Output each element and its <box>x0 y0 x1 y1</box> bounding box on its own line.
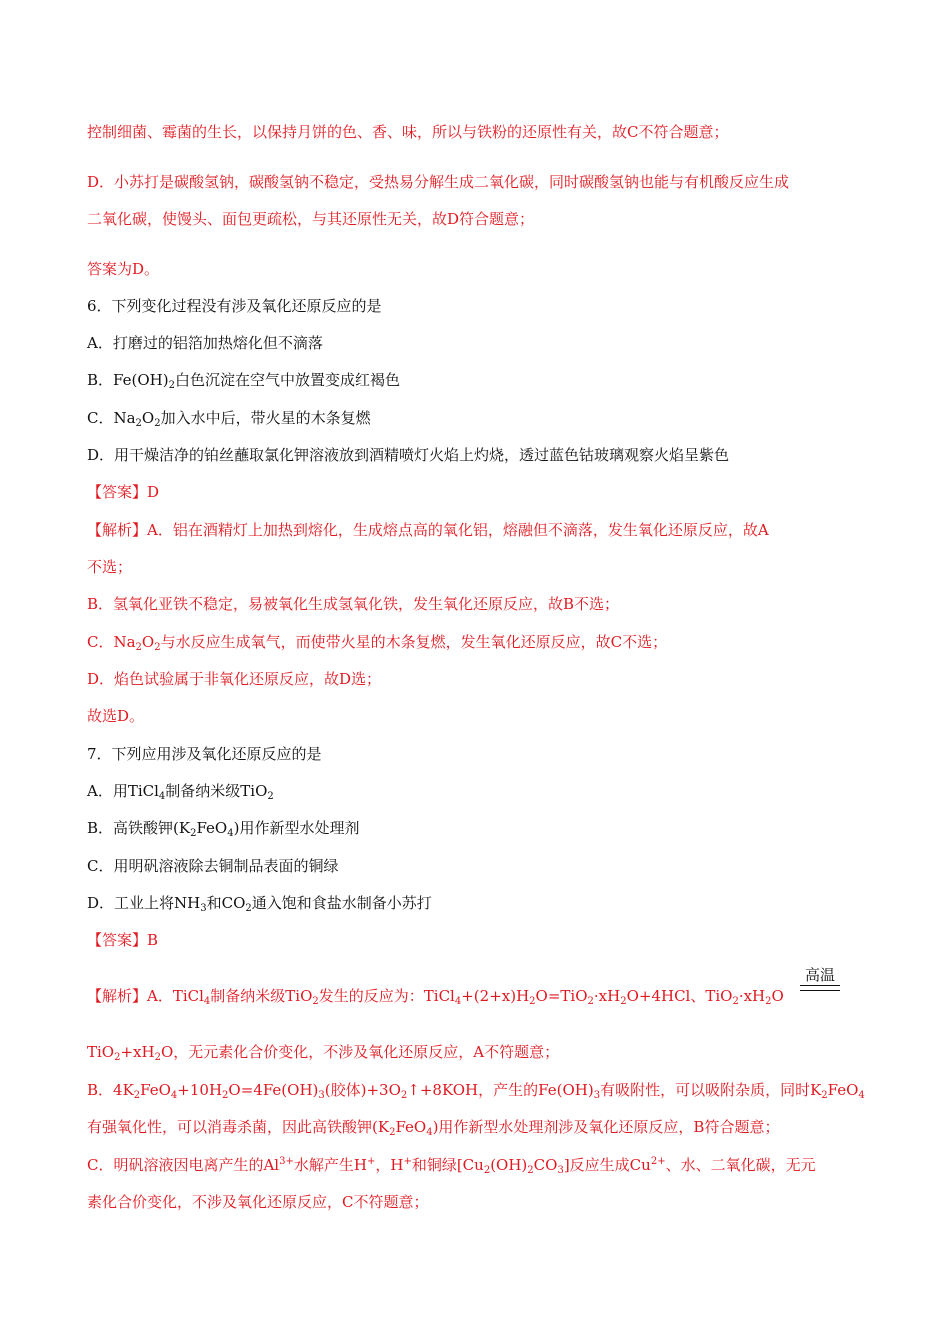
q7-option-d <box>87 893 432 913</box>
text-span: B．高铁酸钾(K <box>87 819 191 837</box>
text-line: D．焰色试验属于非氧化还原反应，故D选； <box>87 670 382 688</box>
q7-option-b <box>87 818 359 838</box>
superscript: 2+ <box>650 1156 666 1167</box>
text-span: 与水反应生成氧气，而使带火星的木条复燃，发生氧化还原反应，故C不选； <box>160 633 668 651</box>
subscript: 3 <box>593 1090 601 1101</box>
text-line: 答案为D。 <box>87 260 160 278</box>
double-arrow-bar <box>800 985 840 991</box>
text-span: ，H <box>375 1156 404 1174</box>
subscript: 2 <box>154 418 161 429</box>
subscript: 2 <box>267 791 274 802</box>
answer-6: 【答案】D <box>87 483 160 501</box>
text-span: (胶体)+3O <box>324 1081 401 1099</box>
text-span: 白色沉淀在空气中放置变成红褐色 <box>174 371 400 389</box>
explanation-6: 【解析】A．铝在酒精灯上加热到熔化，生成熔点高的氧化铝，熔融但不滴落，发生氧化还原反应，故A <box>87 521 769 539</box>
answer-7: 【答案】B <box>87 931 159 949</box>
text-line: 故选D。 <box>87 707 145 725</box>
subscript: 2 <box>732 996 739 1007</box>
text-span: C．Na <box>87 633 136 651</box>
subscript: 2 <box>529 996 536 1007</box>
subscript: 2 <box>135 418 142 429</box>
text-line: D．小苏打是碳酸氢钠，碳酸氢钠不稳定，受热易分解生成二氧化碳，同时碳酸氢钠也能与有机酸反应生成 <box>87 173 790 191</box>
subscript: 4 <box>858 1090 865 1101</box>
text-span: 水解产生H <box>293 1156 367 1174</box>
condition-label: 高温 <box>804 966 835 984</box>
text-span: ↑+8KOH，产生的Fe(OH) <box>407 1081 594 1099</box>
superscript: 3+ <box>279 1156 294 1167</box>
text-span: B．Fe(OH) <box>87 371 169 389</box>
subscript: 3 <box>200 903 207 914</box>
text-span: 有吸附性，可以吸附杂质，同时K <box>600 1081 822 1099</box>
text-span: C．Na <box>87 409 136 427</box>
text-line: 二氧化碳，使馒头、面包更疏松，与其还原性无关，故D符合题意； <box>87 210 535 228</box>
q7-option-a <box>87 781 274 801</box>
text-span: +xH <box>120 1043 155 1061</box>
subscript: 2 <box>821 1090 828 1101</box>
text-span: 制备纳米级TiO <box>210 987 313 1005</box>
text-line: B．氢氧化亚铁不稳定，易被氧化生成氢氧化铁，发生氧化还原反应，故B不选； <box>87 595 620 613</box>
question-7: 7．下列应用涉及氧化还原反应的是 <box>87 745 322 763</box>
text-span: 发生的反应为：TiCl <box>318 987 455 1005</box>
subscript: 4 <box>203 996 211 1007</box>
question-6: 6．下列变化过程没有涉及氧化还原反应的是 <box>87 297 382 315</box>
explanation-7 <box>87 986 784 1006</box>
text-span: ·xH <box>738 987 766 1005</box>
text-span: 制备纳米级TiO <box>165 782 268 800</box>
subscript: 2 <box>400 1090 408 1101</box>
text-span: O <box>771 987 784 1005</box>
subscript: 2 <box>222 1090 229 1101</box>
text-span: FeO <box>827 1081 859 1099</box>
text-span: +(2+x)H <box>461 987 530 1005</box>
superscript: + <box>403 1156 412 1167</box>
text-span: 通入饱和食盐水制备小苏打 <box>251 894 432 912</box>
text-line: 控制细菌、霉菌的生长，以保持月饼的色、香、味，所以与铁粉的还原性有关，故C不符合题意； <box>87 123 729 141</box>
subscript: 2 <box>135 642 142 653</box>
text-span: O，无元素化合价变化，不涉及氧化还原反应，A不符题意； <box>160 1043 560 1061</box>
text-span: FeO <box>196 819 228 837</box>
text-span: O=TiO <box>535 987 588 1005</box>
subscript: 2 <box>154 642 161 653</box>
text-span: FeO <box>395 1118 427 1136</box>
q6-option-b <box>87 370 400 390</box>
text-span: C．明矾溶液因电离产生的Al <box>87 1156 280 1174</box>
text-span: (OH) <box>490 1156 528 1174</box>
subscript: 2 <box>190 828 197 839</box>
text-span: CO <box>533 1156 558 1174</box>
text-line <box>87 1117 779 1137</box>
subscript: 3 <box>557 1165 564 1176</box>
text-span: A．用TiCl <box>87 782 159 800</box>
q7-option-c: C．用明矾溶液除去铜制品表面的铜绿 <box>87 857 339 875</box>
subscript: 2 <box>133 1090 141 1101</box>
subscript: 4 <box>158 791 166 802</box>
reaction-condition <box>800 966 840 991</box>
text-span: D．工业上将NH <box>87 894 201 912</box>
q6-option-a: A．打磨过的铝箔加热熔化但不滴落 <box>87 334 323 352</box>
subscript: 2 <box>765 996 772 1007</box>
text-span: 【解析】A．TiCl <box>87 987 204 1005</box>
subscript: 4 <box>170 1090 178 1101</box>
text-span: )用作新型水处理剂涉及氧化还原反应，B符合题意； <box>432 1118 780 1136</box>
subscript: 2 <box>620 996 627 1007</box>
text-span: ·xH <box>593 987 621 1005</box>
text-line <box>87 1042 559 1062</box>
subscript: 2 <box>114 1052 121 1063</box>
text-span: 和CO <box>206 894 246 912</box>
text-line <box>87 1155 816 1175</box>
text-line: C．$Na_2O_2$与水反应生成氧气，而使带火星的木条复燃，发生氧化还原反应，故C不选； <box>87 633 668 653</box>
text-span: O+4HCl、TiO <box>626 987 733 1005</box>
text-span: 加入水中后，带火星的木条复燃 <box>160 409 371 427</box>
subscript: 2 <box>389 1127 396 1138</box>
subscript: 4 <box>454 996 462 1007</box>
text-line <box>87 1080 865 1100</box>
text-span: ]反应生成Cu <box>563 1156 651 1174</box>
text-span: TiO <box>87 1043 115 1061</box>
subscript: 2 <box>587 996 594 1007</box>
subscript: 2 <box>154 1052 161 1063</box>
text-span: )用作新型水处理剂 <box>233 819 360 837</box>
subscript: 2 <box>483 1165 491 1176</box>
q6-option-c: C．$Na_2O_2$加入水中后，带火星的木条复燃 <box>87 409 371 429</box>
text-span: +10H <box>177 1081 223 1099</box>
superscript: + <box>366 1156 376 1167</box>
subscript: 2 <box>245 903 252 914</box>
text-line: 不选； <box>87 558 133 576</box>
text-span: B．4K <box>87 1081 134 1099</box>
text-span: 、水、二氧化碳，无元 <box>665 1156 816 1174</box>
subscript: 2 <box>168 380 175 391</box>
text-span: O=4Fe(OH) <box>228 1081 319 1099</box>
text-span: 有强氧化性，可以消毒杀菌，因此高铁酸钾(K <box>87 1118 390 1136</box>
subscript: 4 <box>227 828 234 839</box>
subscript: 2 <box>312 996 319 1007</box>
subscript: 3 <box>318 1090 325 1101</box>
text-line: 素化合价变化，不涉及氧化还原反应，C不符题意； <box>87 1193 429 1211</box>
text-span: FeO <box>140 1081 171 1099</box>
subscript: 2 <box>527 1165 534 1176</box>
subscript: 4 <box>426 1127 433 1138</box>
q6-option-d: D．用干燥洁净的铂丝蘸取氯化钾溶液放到酒精喷灯火焰上灼烧，透过蓝色钴玻璃观察火焰呈紫色 <box>87 446 730 464</box>
text-span: 和铜绿[Cu <box>411 1156 484 1174</box>
